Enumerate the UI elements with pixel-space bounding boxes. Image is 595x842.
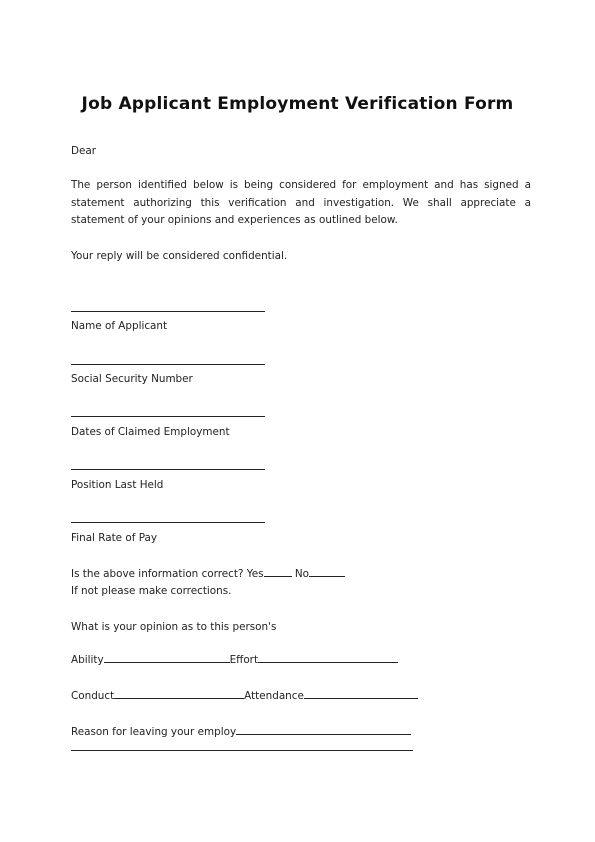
name-of-applicant-label: Name of Applicant [71,320,168,332]
position-last-held-label: Position Last Held [71,479,164,491]
correct-question-line [71,566,345,583]
form-title: Job Applicant Employment Verification Form [81,94,514,114]
reason-continuation-blank[interactable] [71,750,413,751]
final-rate-of-pay-label: Final Rate of Pay [71,532,158,544]
no-blank[interactable] [309,567,345,577]
final-rate-of-pay-blank[interactable] [71,522,265,523]
position-last-held-blank[interactable] [71,469,265,470]
dates-of-employment-blank[interactable] [71,416,265,417]
effort-label: Effort [229,654,259,666]
corrections-note: If not please make corrections. [71,585,232,597]
conduct-label: Conduct [71,690,115,702]
reason-blank[interactable] [236,725,411,735]
reason-label: Reason for leaving your employ [71,726,237,738]
correct-question-text: Is the above information correct? Yes [71,568,264,580]
salutation: Dear [71,145,97,157]
intro-paragraph: The person identified below is being considered for employment and has signed a statement authorizing this verification and investigation. We shall appreciate a statement of your opinions and experiences as outlined below. [71,179,531,226]
no-label: No [294,568,309,580]
ability-label: Ability [71,654,104,666]
yes-blank[interactable] [264,567,292,577]
effort-blank[interactable] [258,653,398,663]
name-of-applicant-blank[interactable] [71,311,265,312]
opinion-prompt: What is your opinion as to this person's [71,621,277,633]
conduct-blank[interactable] [114,689,244,699]
attendance-blank[interactable] [304,689,418,699]
conduct-attendance-line [71,688,418,705]
confidential-note: Your reply will be considered confidential. [71,250,288,262]
social-security-number-label: Social Security Number [71,373,193,385]
attendance-label: Attendance [244,690,304,702]
reason-line [71,724,411,741]
ability-blank[interactable] [104,653,230,663]
social-security-number-blank[interactable] [71,364,265,365]
dates-of-employment-label: Dates of Claimed Employment [71,426,230,438]
ability-effort-line [71,652,398,669]
